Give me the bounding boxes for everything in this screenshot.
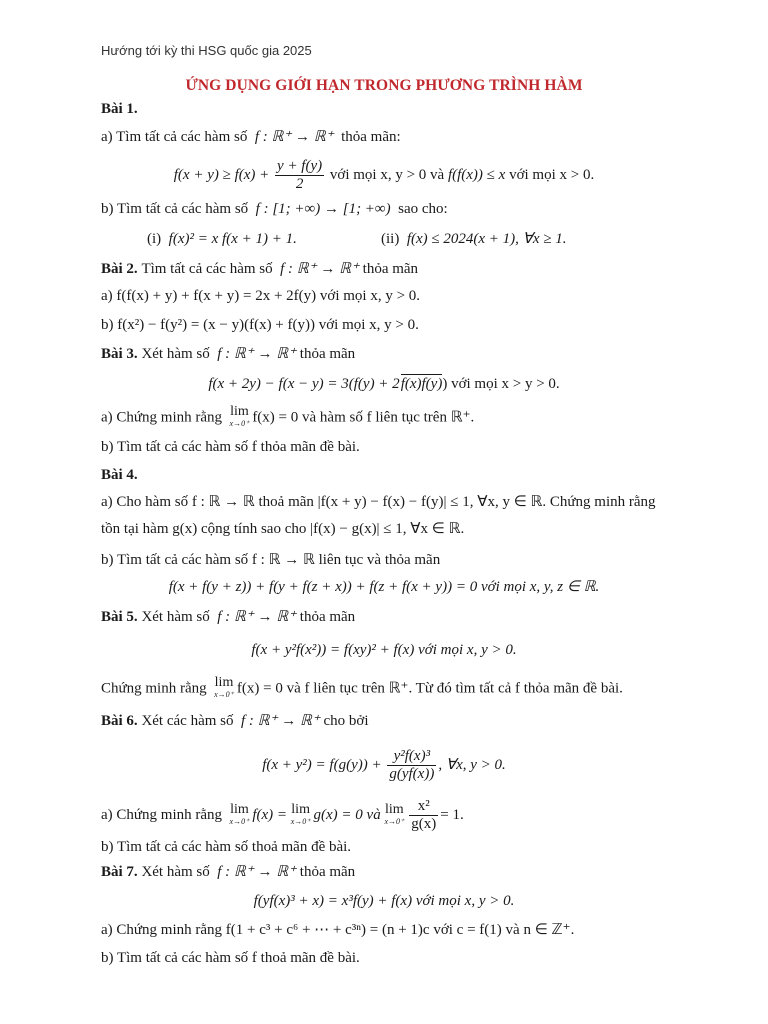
b1-a-line: a) Tìm tất cả các hàm số f : ℝ⁺ → ℝ⁺ thỏa mãn: [101,129,401,145]
b5-heading: Bài 5. Xét hàm số f : ℝ⁺ → ℝ⁺ thỏa mãn [101,609,356,625]
b1-fraction: $\frac{y + f(y)}{2}$ [277,158,323,192]
b1-equation: f(x + y) ≥ f(x) + $\frac{y + f(y)}{2}$ với mọi x, y > 0 và f(f(x)) ≤ x với mọi x > 0. [173,158,595,192]
b5-claim: Chứng minh rằng lim x→0⁺ f(x) = 0 và f liên tục trên ℝ⁺. Từ đó tìm tất cả f thỏa mãn đề bài. [101,675,623,699]
b1-b-line: b) Tìm tất cả các hàm số f : [1; +∞) → [1; +∞) sao cho: [101,201,448,217]
b6-equation: f(x + y²) = f(g(y)) + $\frac{\text{y²f(x)³}}{g(yf(x))}$ , ∀x, y > 0. [262,748,506,782]
b3-part-a: a) Chứng minh rằng lim x→0⁺ f(x) = 0 và hàm số f liên tục trên ℝ⁺. [101,404,475,428]
b3-part-b: b) Tìm tất cả các hàm số f thỏa mãn đề bài. [101,439,360,455]
b2-part-b: b) f(x²) − f(y²) = (x − y)(f(x) + f(y)) với mọi x, y > 0. [101,317,419,333]
b1-heading: Bài 1. [101,101,138,117]
b3-equation: f(x + 2y) − f(x − y) = 3(f(y) + 2f(x)f(y)) với mọi x > y > 0. [208,376,560,392]
b4-heading: Bài 4. [101,467,138,483]
b6-part-b: b) Tìm tất cả các hàm số thoả mãn đề bài. [101,839,352,855]
b6-part-a: a) Chứng minh rằng lim x→0⁺ f(x) = lim x→0⁺ g(x) = 0 và lim x→0⁺ $\frac{\text{x²}}{g(x)}$ = 1. [101,798,464,832]
b2-heading: Bài 2. Tìm tất cả các hàm số f : ℝ⁺ → ℝ⁺ thỏa mãn [101,261,419,277]
b7-part-a: a) Chứng minh rằng f(1 + c³ + c⁶ + ⋯ + c³ⁿ) = (n + 1)c với c = f(1) và n ∈ ℤ⁺. [101,922,575,938]
b3-limit: lim x→0⁺ [229,404,250,428]
b4-part-a-line1: a) Cho hàm số f : ℝ → ℝ thoả mãn |f(x + y) − f(x) − f(y)| ≤ 1, ∀x, y ∈ ℝ. Chứng minh rằng [101,494,656,510]
b1-condition-i: (i) f(x)² = x f(x + 1) + 1. [147,231,297,247]
document-title: ỨNG DỤNG GIỚI HẠN TRONG PHƯƠNG TRÌNH HÀM [185,77,583,94]
b6-ratio-fraction: $\frac{\text{x²}}{g(x)}$ [411,798,437,832]
b6-limit-ratio: lim x→0⁺ [384,801,405,826]
b3-sqrt: f(x)f(y) [400,376,443,392]
b3-heading: Bài 3. Xét hàm số f : ℝ⁺ → ℝ⁺ thỏa mãn [101,346,356,362]
b4-part-a-line2: tồn tại hàm g(x) cộng tính sao cho |f(x) − g(x)| ≤ 1, ∀x ∈ ℝ. [101,521,465,537]
b1-a-map: f : ℝ⁺ → ℝ⁺ [254,129,334,145]
b1-condition-ii: (ii) f(x) ≤ 2024(x + 1), ∀x ≥ 1. [381,231,567,247]
b5-equation: f(x + y²f(x²)) = f(xy)² + f(x) với mọi x, y > 0. [251,642,517,658]
b7-part-b: b) Tìm tất cả các hàm số f thoả mãn đề bài. [101,950,360,966]
b4-part-b: b) Tìm tất cả các hàm số f : ℝ → ℝ liên tục và thỏa mãn [101,552,441,568]
b6-fraction: $\frac{\text{y²f(x)³}}{g(yf(x))}$ [389,748,435,782]
b5-limit: lim x→0⁺ [214,675,234,699]
b6-limit-g: lim x→0⁺ [290,801,311,826]
page-header: Hướng tới kỳ thi HSG quốc gia 2025 [101,43,312,58]
b7-equation: f(yf(x)³ + x) = x³f(y) + f(x) với mọi x, y > 0. [253,893,515,909]
b6-limit-f: lim x→0⁺ [229,801,250,826]
b2-part-a: a) f(f(x) + y) + f(x + y) = 2x + 2f(y) với mọi x, y > 0. [101,288,421,304]
b7-heading: Bài 7. Xét hàm số f : ℝ⁺ → ℝ⁺ thỏa mãn [101,864,356,880]
b6-heading: Bài 6. Xét các hàm số f : ℝ⁺ → ℝ⁺ cho bởi [101,713,369,729]
b4-equation: f(x + f(y + z)) + f(y + f(z + x)) + f(z + f(x + y)) = 0 với mọi x, y, z ∈ ℝ. [168,579,600,595]
